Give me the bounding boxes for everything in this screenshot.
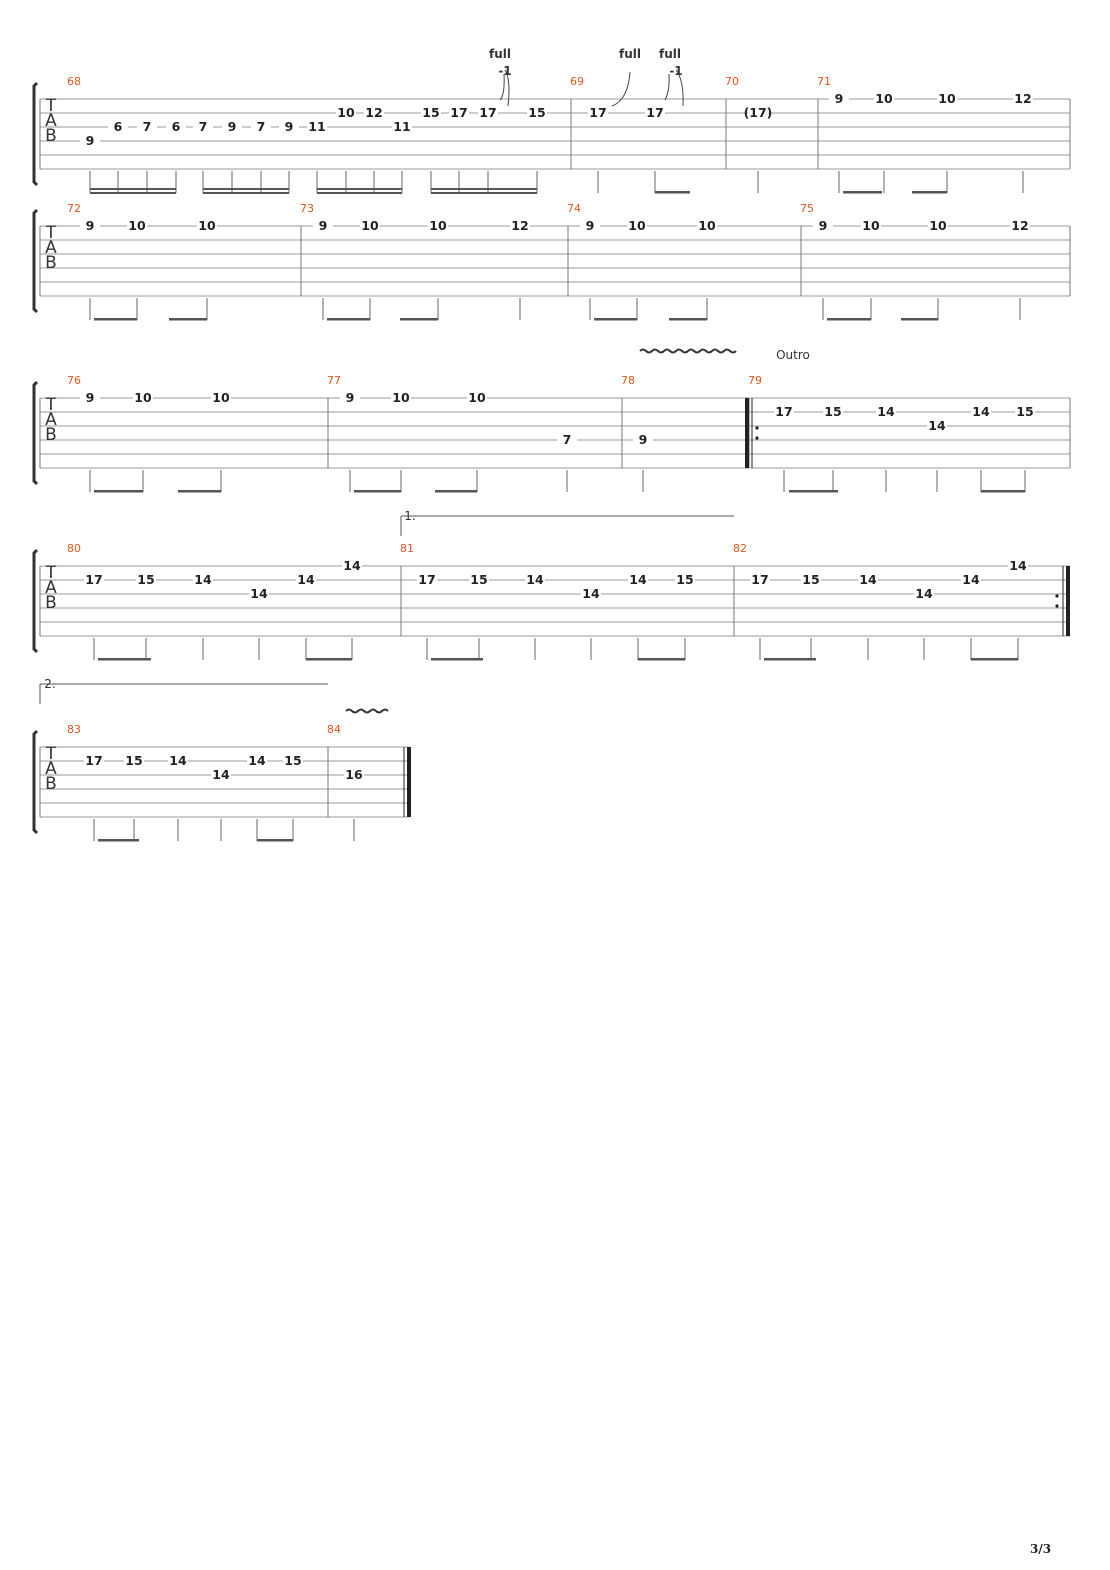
beam bbox=[789, 490, 838, 493]
measure-number: 83 bbox=[67, 723, 81, 736]
tab-clef-a: A bbox=[45, 410, 57, 430]
beam bbox=[431, 188, 537, 190]
measure-number: 74 bbox=[567, 202, 581, 215]
tab-clef-t: T bbox=[45, 223, 57, 243]
beam bbox=[90, 192, 176, 194]
fret-number: 17 bbox=[479, 105, 497, 120]
measure-number: 76 bbox=[67, 374, 81, 387]
fret-number: 15 bbox=[802, 572, 820, 587]
fret-number: 10 bbox=[429, 218, 447, 233]
vibrato-squiggle bbox=[346, 710, 388, 713]
system-bracket bbox=[34, 550, 37, 652]
repeat-dot bbox=[1055, 594, 1058, 597]
beam bbox=[843, 191, 882, 194]
fret-number: 14 bbox=[582, 586, 600, 601]
measure-number: 75 bbox=[800, 202, 814, 215]
tab-clef-a: A bbox=[45, 759, 57, 779]
fret-number: 10 bbox=[198, 218, 216, 233]
beam bbox=[400, 318, 438, 321]
beam bbox=[655, 191, 690, 194]
beam bbox=[827, 318, 871, 321]
beam bbox=[317, 192, 402, 194]
bend-full-label: full bbox=[619, 47, 641, 61]
measure-number: 77 bbox=[327, 374, 341, 387]
fret-number: 14 bbox=[877, 404, 895, 419]
beam bbox=[94, 490, 143, 493]
measure-number: 73 bbox=[300, 202, 314, 215]
fret-number: 17 bbox=[85, 572, 103, 587]
vibrato-squiggle bbox=[640, 350, 736, 353]
fret-number: 6 bbox=[113, 119, 123, 134]
fret-number: 7 bbox=[198, 119, 208, 134]
fret-number: 15 bbox=[422, 105, 440, 120]
fret-number: 10 bbox=[938, 91, 956, 106]
fret-number: 6 bbox=[171, 119, 181, 134]
beam bbox=[327, 318, 370, 321]
measure-number: 81 bbox=[400, 542, 414, 555]
fret-number: 9 bbox=[227, 119, 237, 134]
beam bbox=[306, 658, 352, 661]
fret-number: 9 bbox=[345, 390, 355, 405]
tab-clef-t: T bbox=[45, 96, 57, 116]
fret-number: 17 bbox=[775, 404, 793, 419]
system-bracket bbox=[34, 731, 37, 833]
volta-2-label: 2. bbox=[44, 677, 56, 691]
text-layer bbox=[44, 47, 1035, 794]
fret-number: 9 bbox=[818, 218, 828, 233]
fret-number: 15 bbox=[125, 753, 143, 768]
repeat-dot bbox=[755, 436, 758, 439]
measure-number: 78 bbox=[621, 374, 635, 387]
beam bbox=[178, 490, 221, 493]
fret-number: 9 bbox=[585, 218, 595, 233]
fret-number: 14 bbox=[250, 586, 268, 601]
fret-number: 15 bbox=[1016, 404, 1034, 419]
fret-number: 12 bbox=[511, 218, 529, 233]
fret-number: 17 bbox=[450, 105, 468, 120]
fret-number: 17 bbox=[418, 572, 436, 587]
fret-number: 11 bbox=[393, 119, 411, 134]
fret-number: 15 bbox=[528, 105, 546, 120]
beam bbox=[971, 658, 1018, 661]
measure-number: 84 bbox=[327, 723, 341, 736]
fret-number: 12 bbox=[1014, 91, 1032, 106]
beam bbox=[257, 839, 293, 842]
beam bbox=[669, 318, 707, 321]
bend-arrow bbox=[612, 72, 630, 106]
fret-number: 7 bbox=[256, 119, 266, 134]
fret-number: 14 bbox=[248, 753, 266, 768]
fret-number: 17 bbox=[85, 753, 103, 768]
beam bbox=[98, 839, 139, 842]
beam bbox=[94, 318, 137, 321]
fret-number: 14 bbox=[962, 572, 980, 587]
fret-number: 14 bbox=[212, 767, 230, 782]
tab-clef-b: B bbox=[45, 774, 57, 794]
beam bbox=[203, 192, 289, 194]
tab-clef-a: A bbox=[45, 578, 57, 598]
beam bbox=[169, 318, 207, 321]
fret-number: 11 bbox=[308, 119, 326, 134]
volta-1-label: 1. bbox=[404, 509, 416, 523]
beam bbox=[764, 658, 816, 661]
beam bbox=[594, 318, 637, 321]
fret-number: 10 bbox=[628, 218, 646, 233]
measure-number: 80 bbox=[67, 542, 81, 555]
beam bbox=[203, 188, 289, 190]
bend-full-label: full bbox=[489, 47, 511, 61]
system-bracket bbox=[34, 210, 37, 312]
fret-number: 10 bbox=[698, 218, 716, 233]
fret-number: 12 bbox=[1011, 218, 1029, 233]
fret-number: 10 bbox=[468, 390, 486, 405]
fret-number: 14 bbox=[194, 572, 212, 587]
system-bracket bbox=[34, 382, 37, 484]
fret-number: 14 bbox=[1009, 558, 1027, 573]
measure-number: 68 bbox=[67, 75, 81, 88]
page-number: 3/3 bbox=[1030, 1542, 1052, 1556]
tab-clef-b: B bbox=[45, 425, 57, 445]
fret-number: 10 bbox=[337, 105, 355, 120]
fret-number: 15 bbox=[824, 404, 842, 419]
fret-number: 15 bbox=[676, 572, 694, 587]
tab-clef-a: A bbox=[45, 238, 57, 258]
beam bbox=[317, 188, 402, 190]
fret-number: 15 bbox=[470, 572, 488, 587]
fret-number: 14 bbox=[972, 404, 990, 419]
beam bbox=[435, 490, 477, 493]
rhythm-layer bbox=[90, 171, 1025, 842]
fret-number: 10 bbox=[212, 390, 230, 405]
staff-lines-layer bbox=[34, 70, 1070, 833]
tab-clef-b: B bbox=[45, 126, 57, 146]
section-label-outro: Outro bbox=[776, 348, 810, 362]
fret-number: 10 bbox=[361, 218, 379, 233]
fret-number: 9 bbox=[834, 91, 844, 106]
fret-number: 9 bbox=[638, 432, 648, 447]
measure-number: 79 bbox=[748, 374, 762, 387]
system-bracket bbox=[34, 83, 37, 185]
beam bbox=[638, 658, 685, 661]
beam bbox=[431, 658, 483, 661]
fret-number: 17 bbox=[751, 572, 769, 587]
beam bbox=[354, 490, 401, 493]
fret-number: 9 bbox=[85, 218, 95, 233]
fret-number: 10 bbox=[134, 390, 152, 405]
tab-clef-b: B bbox=[45, 253, 57, 273]
fret-number: 9 bbox=[85, 390, 95, 405]
fret-number: 14 bbox=[169, 753, 187, 768]
fret-number: 10 bbox=[128, 218, 146, 233]
bend-release-label: -1 bbox=[669, 64, 683, 78]
fret-number: 7 bbox=[142, 119, 152, 134]
fret-number: 14 bbox=[629, 572, 647, 587]
beam bbox=[981, 490, 1025, 493]
fret-number: 9 bbox=[85, 133, 95, 148]
measure-number: 70 bbox=[725, 75, 739, 88]
fret-number: 9 bbox=[284, 119, 294, 134]
fret-number: 15 bbox=[137, 572, 155, 587]
fret-number: 14 bbox=[343, 558, 361, 573]
fret-number: 17 bbox=[646, 105, 664, 120]
fret-number: 7 bbox=[562, 432, 572, 447]
bend-release-label: -1 bbox=[498, 64, 512, 78]
beam bbox=[90, 188, 176, 190]
tab-clef-a: A bbox=[45, 111, 57, 131]
beam bbox=[912, 191, 947, 194]
repeat-dot bbox=[1055, 604, 1058, 607]
fret-number: 15 bbox=[284, 753, 302, 768]
measure-number: 72 bbox=[67, 202, 81, 215]
fret-number: 9 bbox=[318, 218, 328, 233]
fret-number: 10 bbox=[875, 91, 893, 106]
fret-number: 16 bbox=[345, 767, 363, 782]
fret-number: 14 bbox=[928, 418, 946, 433]
fret-number: 14 bbox=[915, 586, 933, 601]
bend-full-label: full bbox=[659, 47, 681, 61]
measure-number: 82 bbox=[733, 542, 747, 555]
measure-number: 71 bbox=[817, 75, 831, 88]
tab-clef-t: T bbox=[45, 395, 57, 415]
measure-number: 69 bbox=[570, 75, 584, 88]
fret-number: 17 bbox=[589, 105, 607, 120]
repeat-dot bbox=[755, 426, 758, 429]
fret-number: 14 bbox=[859, 572, 877, 587]
tab-clef-t: T bbox=[45, 563, 57, 583]
fret-number: 12 bbox=[365, 105, 383, 120]
fret-number: 14 bbox=[526, 572, 544, 587]
tab-clef-t: T bbox=[45, 744, 57, 764]
beam bbox=[431, 192, 537, 194]
beam bbox=[901, 318, 938, 321]
fret-number: 14 bbox=[297, 572, 315, 587]
fret-number: (17) bbox=[743, 105, 773, 120]
beam bbox=[98, 658, 151, 661]
fret-number: 10 bbox=[862, 218, 880, 233]
fret-number: 10 bbox=[929, 218, 947, 233]
tab-clef-b: B bbox=[45, 593, 57, 613]
fret-number: 10 bbox=[392, 390, 410, 405]
